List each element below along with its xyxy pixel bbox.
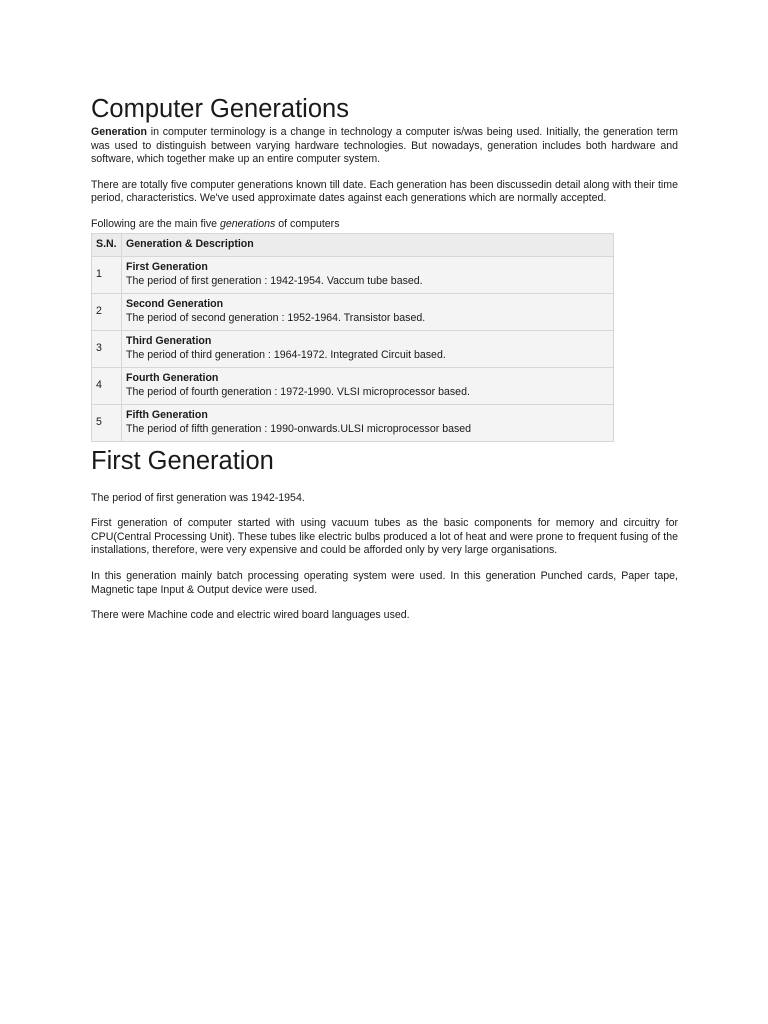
page-title: Computer Generations [91, 95, 349, 123]
intro-term: Generation [91, 126, 147, 138]
generation-description: The period of first generation : 1942-1954. Vaccum tube based. [126, 274, 423, 287]
generation-title: Fourth Generation [126, 371, 219, 384]
generation-description: The period of fifth generation : 1990-onwards.ULSI microprocessor based [126, 422, 472, 435]
row-generation-cell [122, 330, 614, 367]
generation-description: The period of fourth generation : 1972-1990. VLSI microprocessor based. [126, 385, 470, 398]
row-generation-cell [122, 367, 614, 404]
table-intro-after: of computers [275, 217, 340, 230]
row-serial-number: 1 [92, 256, 122, 293]
row-generation-cell [122, 293, 614, 330]
row-generation-cell [122, 404, 614, 441]
generation-title: Second Generation [126, 297, 224, 310]
section-paragraph-vacuum-tubes: First generation of computer started with using vacuum tubes as the basic components for memory and circuitry for CPU(Central Processing Unit). These tubes like electric bulbs produced a lot of heat and were prone to frequent fusing of the installations, therefore, were very expensive and could be afforded only by very large organisations. [91, 517, 678, 557]
table-row [92, 404, 614, 441]
section-paragraph-period: The period of first generation was 1942-1954. [91, 491, 305, 504]
column-header-sn: S.N. [92, 233, 122, 256]
generations-table [91, 233, 614, 442]
row-serial-number: 3 [92, 330, 122, 367]
intro-text: in computer terminology is a change in technology a computer is/was being used. Initially, the generation term was used to distinguish between varying hardware technologies. But nowadays, generation includes both hardware and software, which together make up an entire computer system. [91, 126, 678, 166]
section-title: First Generation [91, 446, 274, 475]
section-paragraph-languages: There were Machine code and electric wired board languages used. [91, 609, 410, 622]
generation-title: First Generation [126, 260, 208, 273]
table-row [92, 256, 614, 293]
column-header-description: Generation & Description [122, 233, 614, 256]
generation-title: Fifth Generation [126, 408, 208, 421]
table-intro-before: Following are the main five [91, 217, 220, 230]
table-row [92, 367, 614, 404]
row-serial-number: 4 [92, 367, 122, 404]
intro-paragraph [91, 126, 678, 167]
row-serial-number: 2 [92, 293, 122, 330]
generations-overview-paragraph: There are totally five computer generations known till date. Each generation has been discussedin detail along with their time period, characteristics. We've used approximate dates against each generations which are normally accepted. [91, 178, 678, 205]
section-paragraph-batch-processing: In this generation mainly batch processing operating system were used. In this generation Punched cards, Paper tape, Magnetic tape Input & Output device were used. [91, 569, 678, 596]
table-row [92, 293, 614, 330]
generation-title: Third Generation [126, 334, 212, 347]
table-intro [91, 218, 678, 232]
table-intro-emphasis: generations [219, 217, 276, 230]
generation-description: The period of third generation : 1964-1972. Integrated Circuit based. [126, 348, 446, 361]
row-serial-number: 5 [92, 404, 122, 441]
table-header-row [92, 233, 614, 256]
document-page [91, 94, 678, 635]
generation-description: The period of second generation : 1952-1964. Transistor based. [126, 311, 426, 324]
table-row [92, 330, 614, 367]
row-generation-cell [122, 256, 614, 293]
